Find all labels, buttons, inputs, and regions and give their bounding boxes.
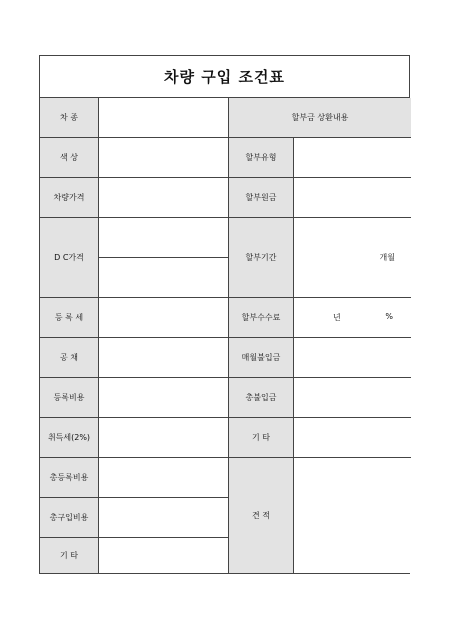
- acquisition-tax-field[interactable]: [99, 418, 229, 458]
- left-other-label: 기 타: [40, 538, 99, 573]
- installment-fee-field[interactable]: [294, 298, 411, 338]
- registration-cost-field[interactable]: [99, 378, 229, 418]
- installment-type-label: 할부유형: [229, 138, 294, 178]
- total-purchase-cost-label: 총구입비용: [40, 498, 99, 538]
- bond-field[interactable]: [99, 338, 229, 378]
- installment-fee-label: 할부수수료: [229, 298, 294, 338]
- installment-principal-field[interactable]: [294, 178, 411, 218]
- installment-principal-label: 할부원금: [229, 178, 294, 218]
- right-other-label: 기 타: [229, 418, 294, 458]
- installment-type-field[interactable]: [294, 138, 411, 178]
- monthly-payment-field[interactable]: [294, 338, 411, 378]
- vehicle-purchase-form: [39, 55, 410, 574]
- color-label: 색 상: [40, 138, 99, 178]
- acquisition-tax-label: 취득세(2%): [40, 418, 99, 458]
- registration-cost-label: 등록비용: [40, 378, 99, 418]
- total-payment-field[interactable]: [294, 378, 411, 418]
- installment-header: 할부금 상환내용: [229, 98, 411, 138]
- installment-fee-year: 년: [333, 313, 341, 322]
- dc-price-label: D C가격: [40, 218, 99, 298]
- total-registration-cost-label: 총등록비용: [40, 458, 99, 498]
- installment-fee-pct: %: [385, 312, 393, 321]
- installment-period-label: 할부기간: [229, 218, 294, 298]
- dc-price-field-2[interactable]: [99, 258, 229, 298]
- car-price-field[interactable]: [99, 178, 229, 218]
- registration-tax-label: 등 록 세: [40, 298, 99, 338]
- installment-period-field[interactable]: [294, 218, 411, 298]
- total-purchase-cost-field[interactable]: [99, 498, 229, 538]
- estimate-field[interactable]: [294, 458, 411, 573]
- monthly-payment-label: 매월불입금: [229, 338, 294, 378]
- total-registration-cost-field[interactable]: [99, 458, 229, 498]
- installment-period-unit: 개월: [379, 253, 395, 262]
- bond-label: 공 채: [40, 338, 99, 378]
- estimate-label: 견 적: [229, 458, 294, 573]
- car-type-field[interactable]: [99, 98, 229, 138]
- color-field[interactable]: [99, 138, 229, 178]
- total-payment-label: 총불입금: [229, 378, 294, 418]
- dc-price-field-1[interactable]: [99, 218, 229, 258]
- registration-tax-field[interactable]: [99, 298, 229, 338]
- right-other-field[interactable]: [294, 418, 411, 458]
- form-title: 차량 구입 조건표: [40, 56, 409, 98]
- car-price-label: 차량가격: [40, 178, 99, 218]
- left-other-field[interactable]: [99, 538, 229, 573]
- car-type-label: 차 종: [40, 98, 99, 138]
